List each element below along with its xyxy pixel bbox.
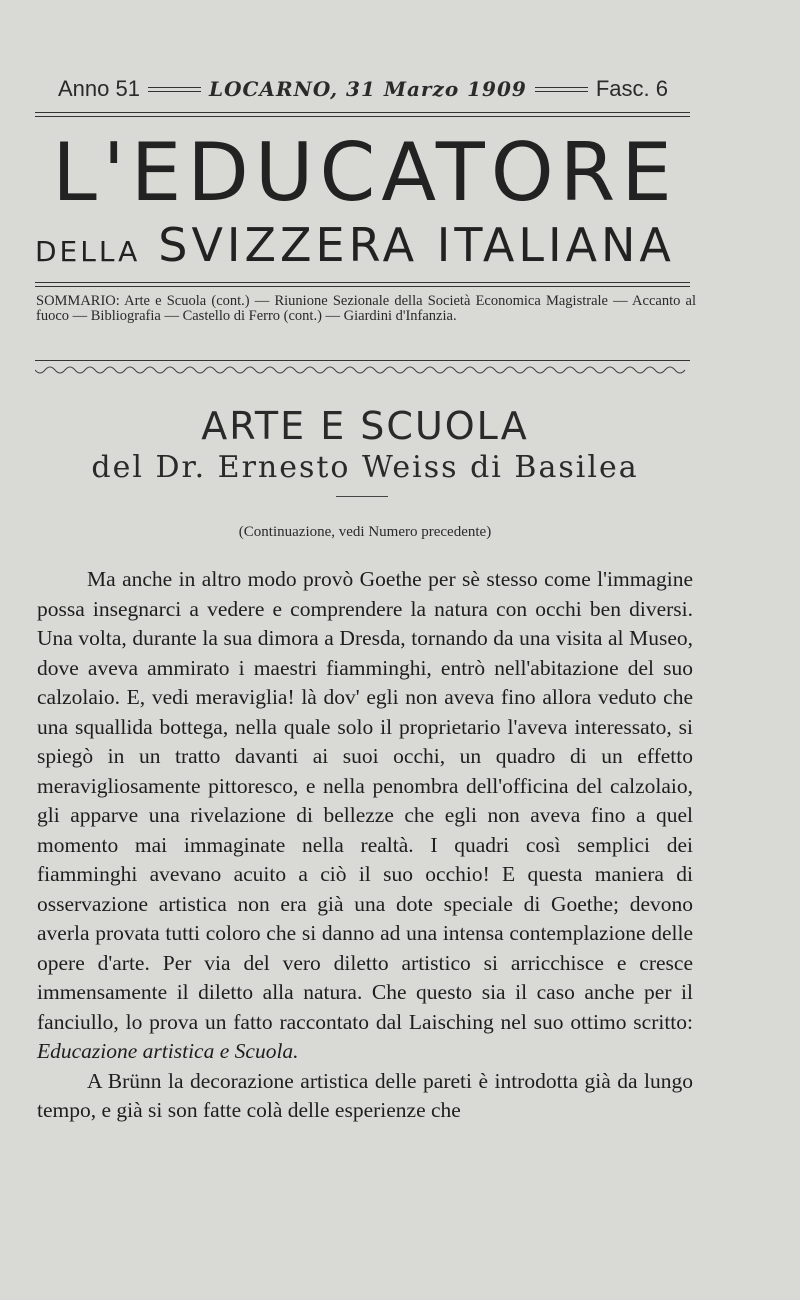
issue-number: Fasc. 6 <box>595 76 668 101</box>
article-title: ARTE E SCUOLA <box>201 404 529 448</box>
header-dash-right <box>535 87 588 92</box>
masthead-subtitle-big: SVIZZERA ITALIANA <box>158 218 675 272</box>
year-label: Anno 51 <box>58 76 140 101</box>
cited-work-title: Educazione artistica e Scuola. <box>37 1039 299 1063</box>
masthead-rule <box>35 282 690 287</box>
paragraph <box>37 565 693 1067</box>
place-date: LOCARNO, 31 Marzo 1909 <box>209 77 527 101</box>
header-dash-left <box>148 87 201 92</box>
paragraph-text: Ma anche in altro modo provò Goethe per sè stesso come l'immagine possa insegnarci a vedere e comprendere la natura con occhi ben diversi. Una volta, durante la sua dimora a Dresda, tornando da una visita al Museo, dove aveva ammirato i maestri fiamminghi, entrò nell'abitazione del suo calzolaio. E, vedi meraviglia! là dov' egli non aveva fino allora veduto che una squallida bottega, nella quale solo il proprietario l'aveva interessato, si spiegò in un tratto davanti ai suoi occhi, un quadro di un effetto meravigliosamente pittoresco, e nella penombra dell'officina del calzolaio, gli apparve una rivelazione di bellezze che egli non aveva fino a quel momento mai immaginate nella realtà. I quadri così semplici dei fiamminghi avevano acuito a ciò il suo occhio! E questa maniera di osservazione artistica non era già una dote speciale di Goethe; devono averla provata tutti coloro che si danno ad una intensa contemplazione delle opere d'arte. Per via del vero diletto artistico si arricchisce e cresce immensamente il diletto alla natura. Che questo sia il caso anche per il fanciullo, lo prova un fatto raccontato dal Laisching nel suo ottimo scritto: <box>37 567 693 1034</box>
article-author: del Dr. Ernesto Weiss di Basilea <box>91 450 639 485</box>
masthead-subtitle-small: DELLA <box>35 235 141 268</box>
issue-header <box>58 72 668 106</box>
table-of-contents: SOMMARIO: Arte e Scuola (cont.) — Riunione Sezionale della Società Economica Magistrale — Accanto al fuoco — Bibliografia — Castello di Ferro (cont.) — Giardini d'Infanzia. <box>36 293 696 324</box>
summary-rule <box>35 360 690 361</box>
header-rule <box>35 112 690 117</box>
article-body <box>37 565 693 1126</box>
paragraph: A Brünn la decorazione artistica delle pareti è introdotta già da lungo tempo, e già si son fatte colà delle esperienze che <box>37 1068 693 1122</box>
continuation-note: (Continuazione, vedi Numero precedente) <box>238 524 492 540</box>
wavy-ornament <box>35 364 690 380</box>
title-divider <box>336 496 388 497</box>
masthead-subtitle <box>35 218 695 272</box>
masthead-title: L'EDUCATORE <box>52 126 678 219</box>
